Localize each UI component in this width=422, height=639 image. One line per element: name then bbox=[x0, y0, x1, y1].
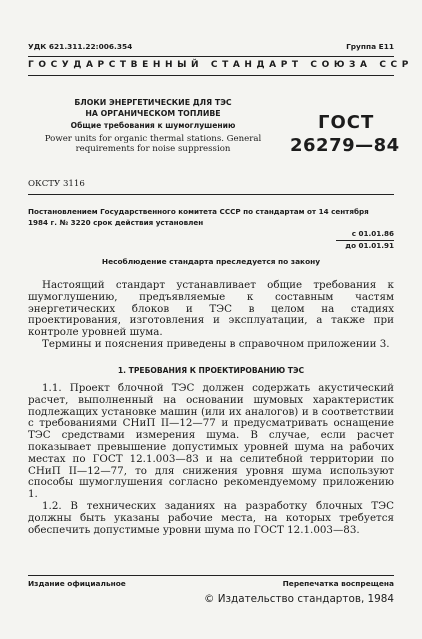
udk-code: УДК 621.311.22:006.354 bbox=[28, 42, 133, 51]
title-ru-line2: НА ОРГАНИЧЕСКОМ ТОПЛИВЕ bbox=[85, 109, 221, 118]
subtitle-ru: Общие требования к шумоглушению bbox=[70, 121, 236, 130]
footer-reprint: Перепечатка воспрещена bbox=[282, 579, 394, 588]
gost-label: ГОСТ bbox=[318, 112, 375, 133]
legal-warning: Несоблюдение стандарта преследуется по закону bbox=[101, 257, 321, 266]
title-block bbox=[28, 97, 278, 154]
footer-official: Издание официальное bbox=[28, 579, 126, 588]
title-en-line2: requirements for noise suppression bbox=[75, 144, 231, 154]
banner-rule bbox=[28, 75, 394, 76]
intro-text bbox=[28, 280, 394, 351]
mid-rule bbox=[28, 194, 394, 195]
title-en-line1: Power units for organic thermal stations. General bbox=[44, 134, 262, 144]
section-1-text bbox=[28, 383, 394, 536]
decree-line2: 1984 г. № 3220 срок действия установлен bbox=[28, 218, 204, 227]
standard-banner: ГОСУДАРСТВЕННЫЙ СТАНДАРТ СОЮЗА ССР bbox=[28, 60, 413, 70]
okstu-code: ОКСТУ 3116 bbox=[28, 179, 85, 189]
paragraph-1-2: 1.2. В технических заданиях на разработку блочных ТЭС должны быть указаны рабочие места, на которых требуется обеспечить допустимые уровни шума по ГОСТ 12.1.003—83. bbox=[28, 499, 394, 536]
intro-paragraph-2: Термины и пояснения приведены в справочном приложении 3. bbox=[42, 337, 390, 350]
gost-number: 26279—84 bbox=[290, 135, 400, 156]
section-1-heading: 1. ТРЕБОВАНИЯ К ПРОЕКТИРОВАНИЮ ТЭС bbox=[117, 366, 305, 375]
top-rule bbox=[28, 56, 394, 57]
intro-paragraph-1: Настоящий стандарт устанавливает общие требования к шумоглушению, предъявляемые к составным частям энергетических блоков и ТЭС в целом на стадиях проектирования, изготовления и эксплуатации, а также при контроле уровней шума. bbox=[28, 279, 394, 339]
validity-to: до 01.01.91 bbox=[345, 241, 394, 250]
decree-line1: Постановлением Государственного комитета СССР по стандартам от 14 сентября bbox=[28, 207, 369, 216]
footer-rule bbox=[28, 575, 394, 576]
paragraph-1-1: 1.1. Проект блочной ТЭС должен содержать акустический расчет, выполненный на основании шумовых характеристик подлежащих установке машин (или их аналогов) и в соответствии с требованиями СНиП II—12—77 и предусматривать оснащение ТЭС средствами измерения шума. В случае, если расчет показывает превышение допустимых уровней шума на рабочих местах по ГОСТ 12.1.003—83 и на селитебной территории по СНиП II—12—77, то для снижения уровня шума используют способы шумоглушения согласно рекомендуемому приложению 1. bbox=[28, 382, 394, 501]
title-ru-line1: БЛОКИ ЭНЕРГЕТИЧЕСКИЕ ДЛЯ ТЭС bbox=[74, 98, 232, 107]
group-code: Группа Е11 bbox=[346, 42, 394, 51]
footer-copyright: © Издательство стандартов, 1984 bbox=[204, 593, 394, 605]
validity-from: с 01.01.86 bbox=[351, 229, 394, 238]
